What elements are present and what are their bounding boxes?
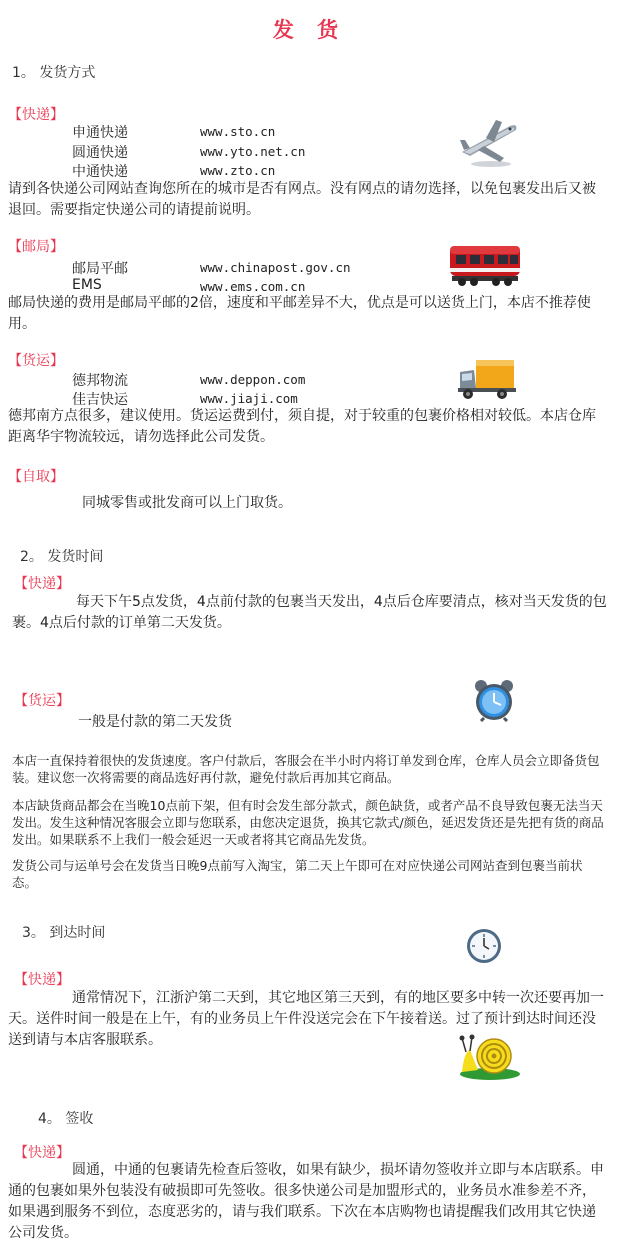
section-heading-sign: 4。 签收 [38, 1111, 94, 1127]
express-note: 请到各快递公司网站查询您所在的城市是否有网点。没有网点的请勿选择，以免包裹发出后又被退回。需要指定快递公司的请提前说明。 [8, 181, 596, 218]
courier-name: 佳吉快运 [72, 392, 128, 408]
tag-pickup: 【自取】 [8, 469, 64, 485]
time-paragraph: 发货公司与运单号会在发货当日晚9点前写入淘宝，第二天上午即可在对应快递公司网站查到包裹当前状态。 [12, 858, 583, 890]
courier-name: 邮局平邮 [72, 261, 128, 277]
tag-express: 【快递】 [14, 972, 70, 988]
time-freight-note: 一般是付款的第二天发货 [78, 714, 232, 730]
courier-url[interactable]: www.deppon.com [200, 372, 306, 387]
airplane-icon [458, 118, 520, 168]
section-heading-time: 2。 发货时间 [20, 549, 104, 565]
courier-name: 中通快递 [72, 164, 128, 180]
section-heading-arrival: 3。 到达时间 [22, 925, 106, 941]
snail-icon [456, 1030, 522, 1082]
sign-note: 圆通，中通的包裹请先检查后签收，如果有缺少，损坏请勿签收并立即与本店联系。申通的包裹如果外包装没有破损即可先签收。很多快递公司是加盟形式的，业务员水准参差不齐，如果遇到服务不到位，态度恶劣的，请与我们联系。下次在本店购物也请提醒我们改用其它快递公司发货。 [8, 1162, 604, 1241]
courier-url[interactable]: www.yto.net.cn [200, 144, 306, 159]
time-paragraph: 本店缺货商品都会在当晚10点前下架，但有时会发生部分款式，颜色缺货，或者产品不良导致包裹无法当天发出。发生这种情况客服会立即与您联系，由您决定退货，换其它款式/颜色，延迟发货还是先把有货的商品发出。如果联系不上我们一般会延迟一天或者将其它商品先发货。 [12, 798, 604, 847]
tag-freight: 【货运】 [8, 353, 64, 369]
tag-express: 【快递】 [14, 576, 70, 592]
courier-url[interactable]: www.sto.cn [200, 124, 276, 139]
time-paragraph: 本店一直保持着很快的发货速度。客户付款后，客服会在半小时内将订单发到仓库，仓库人员会立即备货包装。建议您一次将需要的商品选好再付款，避免付款后再加其它商品。 [12, 753, 600, 785]
courier-name: 申通快递 [72, 125, 128, 141]
freight-note: 德邦南方点很多，建议使用。货运运费到付，须自提，对于较重的包裹价格相对较低。本店仓库距离华宇物流较远，请勿选择此公司发货。 [8, 408, 596, 445]
truck-icon [456, 356, 518, 402]
pickup-note: 同城零售或批发商可以上门取货。 [82, 495, 292, 511]
courier-url[interactable]: www.zto.cn [200, 163, 276, 178]
arrival-note: 通常情况下，江浙沪第二天到，其它地区第三天到，有的地区要多中转一次还要再加一天。送件时间一般是在上午，有的业务员上午件没送完会在下午接着送。过了预计到达时间还没送到请与本店客服联系。 [8, 990, 604, 1048]
tag-freight: 【货运】 [14, 693, 70, 709]
courier-name: 德邦物流 [72, 373, 128, 389]
courier-url[interactable]: www.jiaji.com [200, 391, 298, 406]
wall-clock-icon [466, 928, 502, 964]
tag-post: 【邮局】 [8, 239, 64, 255]
alarm-clock-icon [472, 678, 516, 722]
tag-express: 【快递】 [8, 107, 64, 123]
train-icon [446, 240, 524, 288]
page-title: 发 货 [272, 18, 347, 42]
courier-name: 圆通快递 [72, 145, 128, 161]
time-express-note: 每天下午5点发货，4点前付款的包裹当天发出，4点后仓库要清点，核对当天发货的包裹。4点后付款的订单第二天发货。 [12, 594, 607, 631]
courier-url[interactable]: www.ems.com.cn [200, 279, 306, 294]
courier-name: EMS [72, 277, 102, 293]
post-note: 邮局快递的费用是邮局平邮的2倍，速度和平邮差异不大，优点是可以送货上门，本店不推荐使用。 [8, 295, 591, 332]
section-heading-method: 1。 发货方式 [12, 65, 96, 81]
tag-express: 【快递】 [14, 1145, 70, 1161]
courier-url[interactable]: www.chinapost.gov.cn [200, 260, 351, 275]
